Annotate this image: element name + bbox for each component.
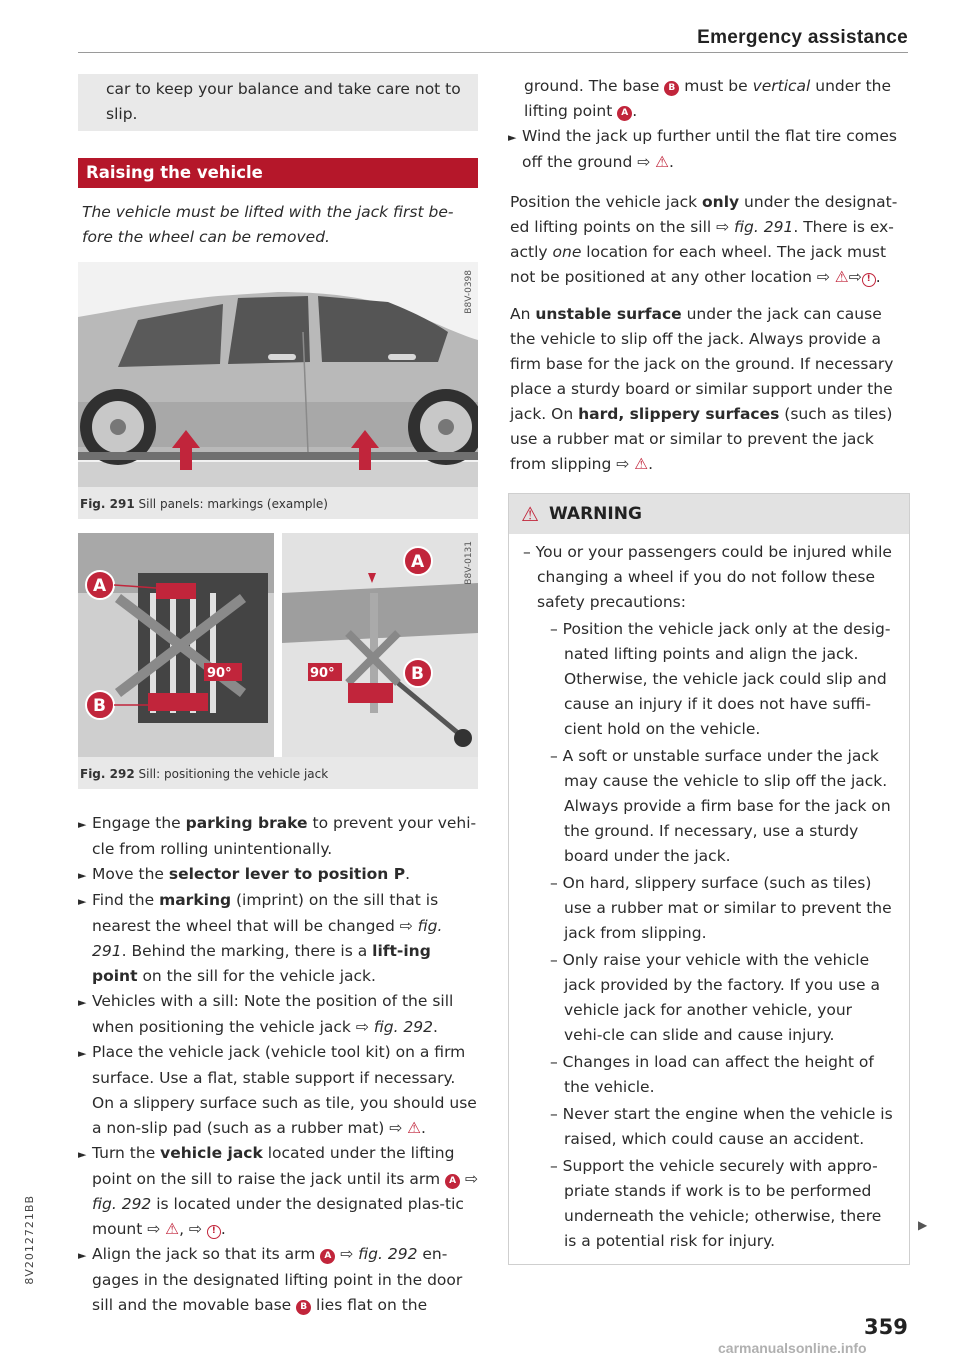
- page-number: 359: [864, 1315, 908, 1339]
- left-column: [78, 74, 478, 1318]
- figure-code: B8V-0131: [464, 541, 474, 585]
- figure-caption: [78, 491, 478, 519]
- figure-caption-text: Sill: positioning the vehicle jack: [138, 767, 329, 781]
- warning-item: – Position the vehicle jack only at the desig-nated lifting points and align the jack. Otherwise, the vehicle jack could slip and cause an injury if it does not have suffi-cient hold on the vehicle.: [550, 620, 891, 738]
- continued-step-text: ground. The base B must be vertical under the lifting point A .: [524, 77, 892, 120]
- warning-item: – Only raise your vehicle with the vehicle jack provided by the factory. If you use a vehicle jack for another vehicle, your vehi-cle can slide and cause injury.: [550, 951, 880, 1044]
- figure-reference-link[interactable]: ⇨ fig. 291: [92, 917, 443, 960]
- bullet-arrow-icon: ►: [508, 131, 517, 144]
- section-heading: Raising the vehicle: [78, 158, 478, 188]
- figure-291: [78, 262, 478, 519]
- unstable-surface-paragraph: An unstable surface under the jack can cause the vehicle to slip off the jack. Always provide a firm base for the jack on the ground. If necessary place a sturdy board or similar support under the jack. On hard, slippery surfaces (such as tiles) use a rubber mat or similar to prevent the jack from slipping ⇨ ⚠.: [510, 305, 894, 473]
- bullet-arrow-icon: ►: [78, 1249, 87, 1262]
- step-item: ► Wind the jack up further until the flat tire comes off the ground ⇨ ⚠.: [508, 127, 897, 171]
- warning-item: – Never start the engine when the vehicle is raised, which could cause an accident.: [550, 1105, 893, 1148]
- marker-a-left: A: [93, 576, 107, 596]
- header-rule: [78, 52, 908, 53]
- step-item: ► Align the jack so that its arm A ⇨ fig. 292 en-gages in the designated lifting point in the door sill and the movable base B lies flat on the: [78, 1245, 463, 1314]
- figure-reference-link[interactable]: ⇨ fig. 292: [92, 1170, 478, 1213]
- section-intro: The vehicle must be lifted with the jack first be-fore the wheel can be removed.: [82, 203, 454, 246]
- figure-caption: [78, 761, 478, 789]
- warning-icon[interactable]: ⚠: [634, 455, 649, 473]
- continued-text-box: [78, 74, 478, 131]
- warning-triangle-icon: ⚠: [521, 502, 539, 526]
- figure-label: Fig. 291: [80, 497, 135, 511]
- marker-b-icon: B: [296, 1300, 311, 1315]
- jack-positioning-illustration: [78, 533, 478, 757]
- warning-icon[interactable]: ⚠: [165, 1220, 180, 1238]
- bullet-arrow-icon: ►: [78, 869, 87, 882]
- car-side-illustration: [78, 262, 478, 487]
- warning-box: [508, 493, 910, 1265]
- warning-header: [509, 494, 909, 534]
- figure-reference-link[interactable]: fig. 291: [734, 218, 794, 236]
- warning-item: – Changes in load can affect the height of the vehicle.: [550, 1053, 874, 1096]
- figure-reference-link[interactable]: ⇨ fig. 292: [355, 1018, 434, 1036]
- note-icon[interactable]: !: [862, 273, 876, 287]
- figure-caption-text: Sill panels: markings (example): [138, 497, 328, 511]
- warning-icon[interactable]: ⚠: [655, 153, 670, 171]
- marker-b-right: B: [411, 664, 424, 684]
- bullet-arrow-icon: ►: [78, 1047, 87, 1060]
- warning-body: [509, 534, 909, 1264]
- warning-item: – Support the vehicle securely with appro-priate stands if work is to be performed underneath the vehicle; otherwise, there is a potential risk for injury.: [550, 1157, 882, 1250]
- document-code: 8V2012721BB: [23, 1195, 36, 1285]
- bullet-arrow-icon: ►: [78, 1148, 87, 1161]
- bullet-arrow-icon: ►: [78, 895, 87, 908]
- warning-item: – On hard, slippery surface (such as tiles) use a rubber mat or similar to prevent the jack from slipping.: [550, 874, 892, 942]
- page-header-title: Emergency assistance: [697, 27, 908, 48]
- warning-title: WARNING: [548, 504, 642, 524]
- warning-intro: – You or your passengers could be injured while changing a wheel if you do not follow these safety precautions:: [523, 543, 892, 611]
- angle-label-right: 90°: [310, 666, 335, 681]
- note-icon[interactable]: !: [207, 1225, 221, 1239]
- step-item: ► Find the marking (imprint) on the sill that is nearest the wheel that will be changed ⇨ fig. 291. Behind the marking, there is a lift-ing point on the sill for the vehicle jack.: [78, 891, 443, 985]
- step-item: ► Place the vehicle jack (vehicle tool kit) on a firm surface. Use a flat, stable support if necessary. On a slippery surface such as tile, you should use a non-slip pad (such as a rubber mat) ⇨ ⚠.: [78, 1043, 477, 1137]
- step-item: ► Vehicles with a sill: Note the position of the sill when positioning the vehicle jack ⇨ fig. 292.: [78, 992, 454, 1036]
- bullet-arrow-icon: ►: [78, 818, 87, 831]
- warning-item: – A soft or unstable surface under the jack may cause the vehicle to slip off the jack. Always provide a firm base for the jack on the ground. If necessary, use a sturdy board under the jack.: [550, 747, 891, 865]
- step-item: ► Engage the parking brake to prevent your vehi-cle from rolling unintentionally.: [78, 814, 477, 858]
- warning-icon[interactable]: ⚠: [407, 1119, 422, 1137]
- figure-reference-link[interactable]: fig. 292: [358, 1245, 418, 1263]
- bullet-arrow-icon: ►: [78, 996, 87, 1009]
- warning-icon[interactable]: ⚠: [834, 268, 849, 286]
- watermark: carmanualsonline.info: [718, 1340, 867, 1356]
- figure-label: Fig. 292: [80, 767, 135, 781]
- marker-a-icon: A: [320, 1249, 335, 1264]
- marker-b-icon: B: [664, 81, 679, 96]
- continued-text: car to keep your balance and take care not to slip.: [106, 80, 461, 123]
- angle-label-left: 90°: [207, 666, 232, 681]
- step-item: ► Turn the vehicle jack located under the lifting point on the sill to raise the jack until its arm A ⇨ fig. 292 is located under the designated plas-tic mount ⇨ ⚠, ⇨ ! .: [78, 1144, 478, 1238]
- marker-a-icon: A: [617, 106, 632, 121]
- step-list: [508, 124, 910, 175]
- step-item: ► Move the selector lever to position P.: [78, 862, 478, 888]
- step-list: [78, 811, 478, 1318]
- jack-position-paragraph: Position the vehicle jack only under the designat-ed lifting points on the sill ⇨ fig. 291. There is ex-actly one location for each wheel. The jack must not be positioned at any other location ⇨ ⚠⇨ ! .: [510, 193, 898, 286]
- marker-a-right: A: [411, 552, 425, 572]
- figure-292: [78, 533, 478, 789]
- continue-arrow-icon: ▶: [918, 1218, 928, 1232]
- marker-b-left: B: [93, 696, 106, 716]
- marker-a-icon: A: [445, 1174, 460, 1189]
- right-column: [508, 74, 910, 1265]
- figure-code: B8V-0398: [464, 270, 474, 314]
